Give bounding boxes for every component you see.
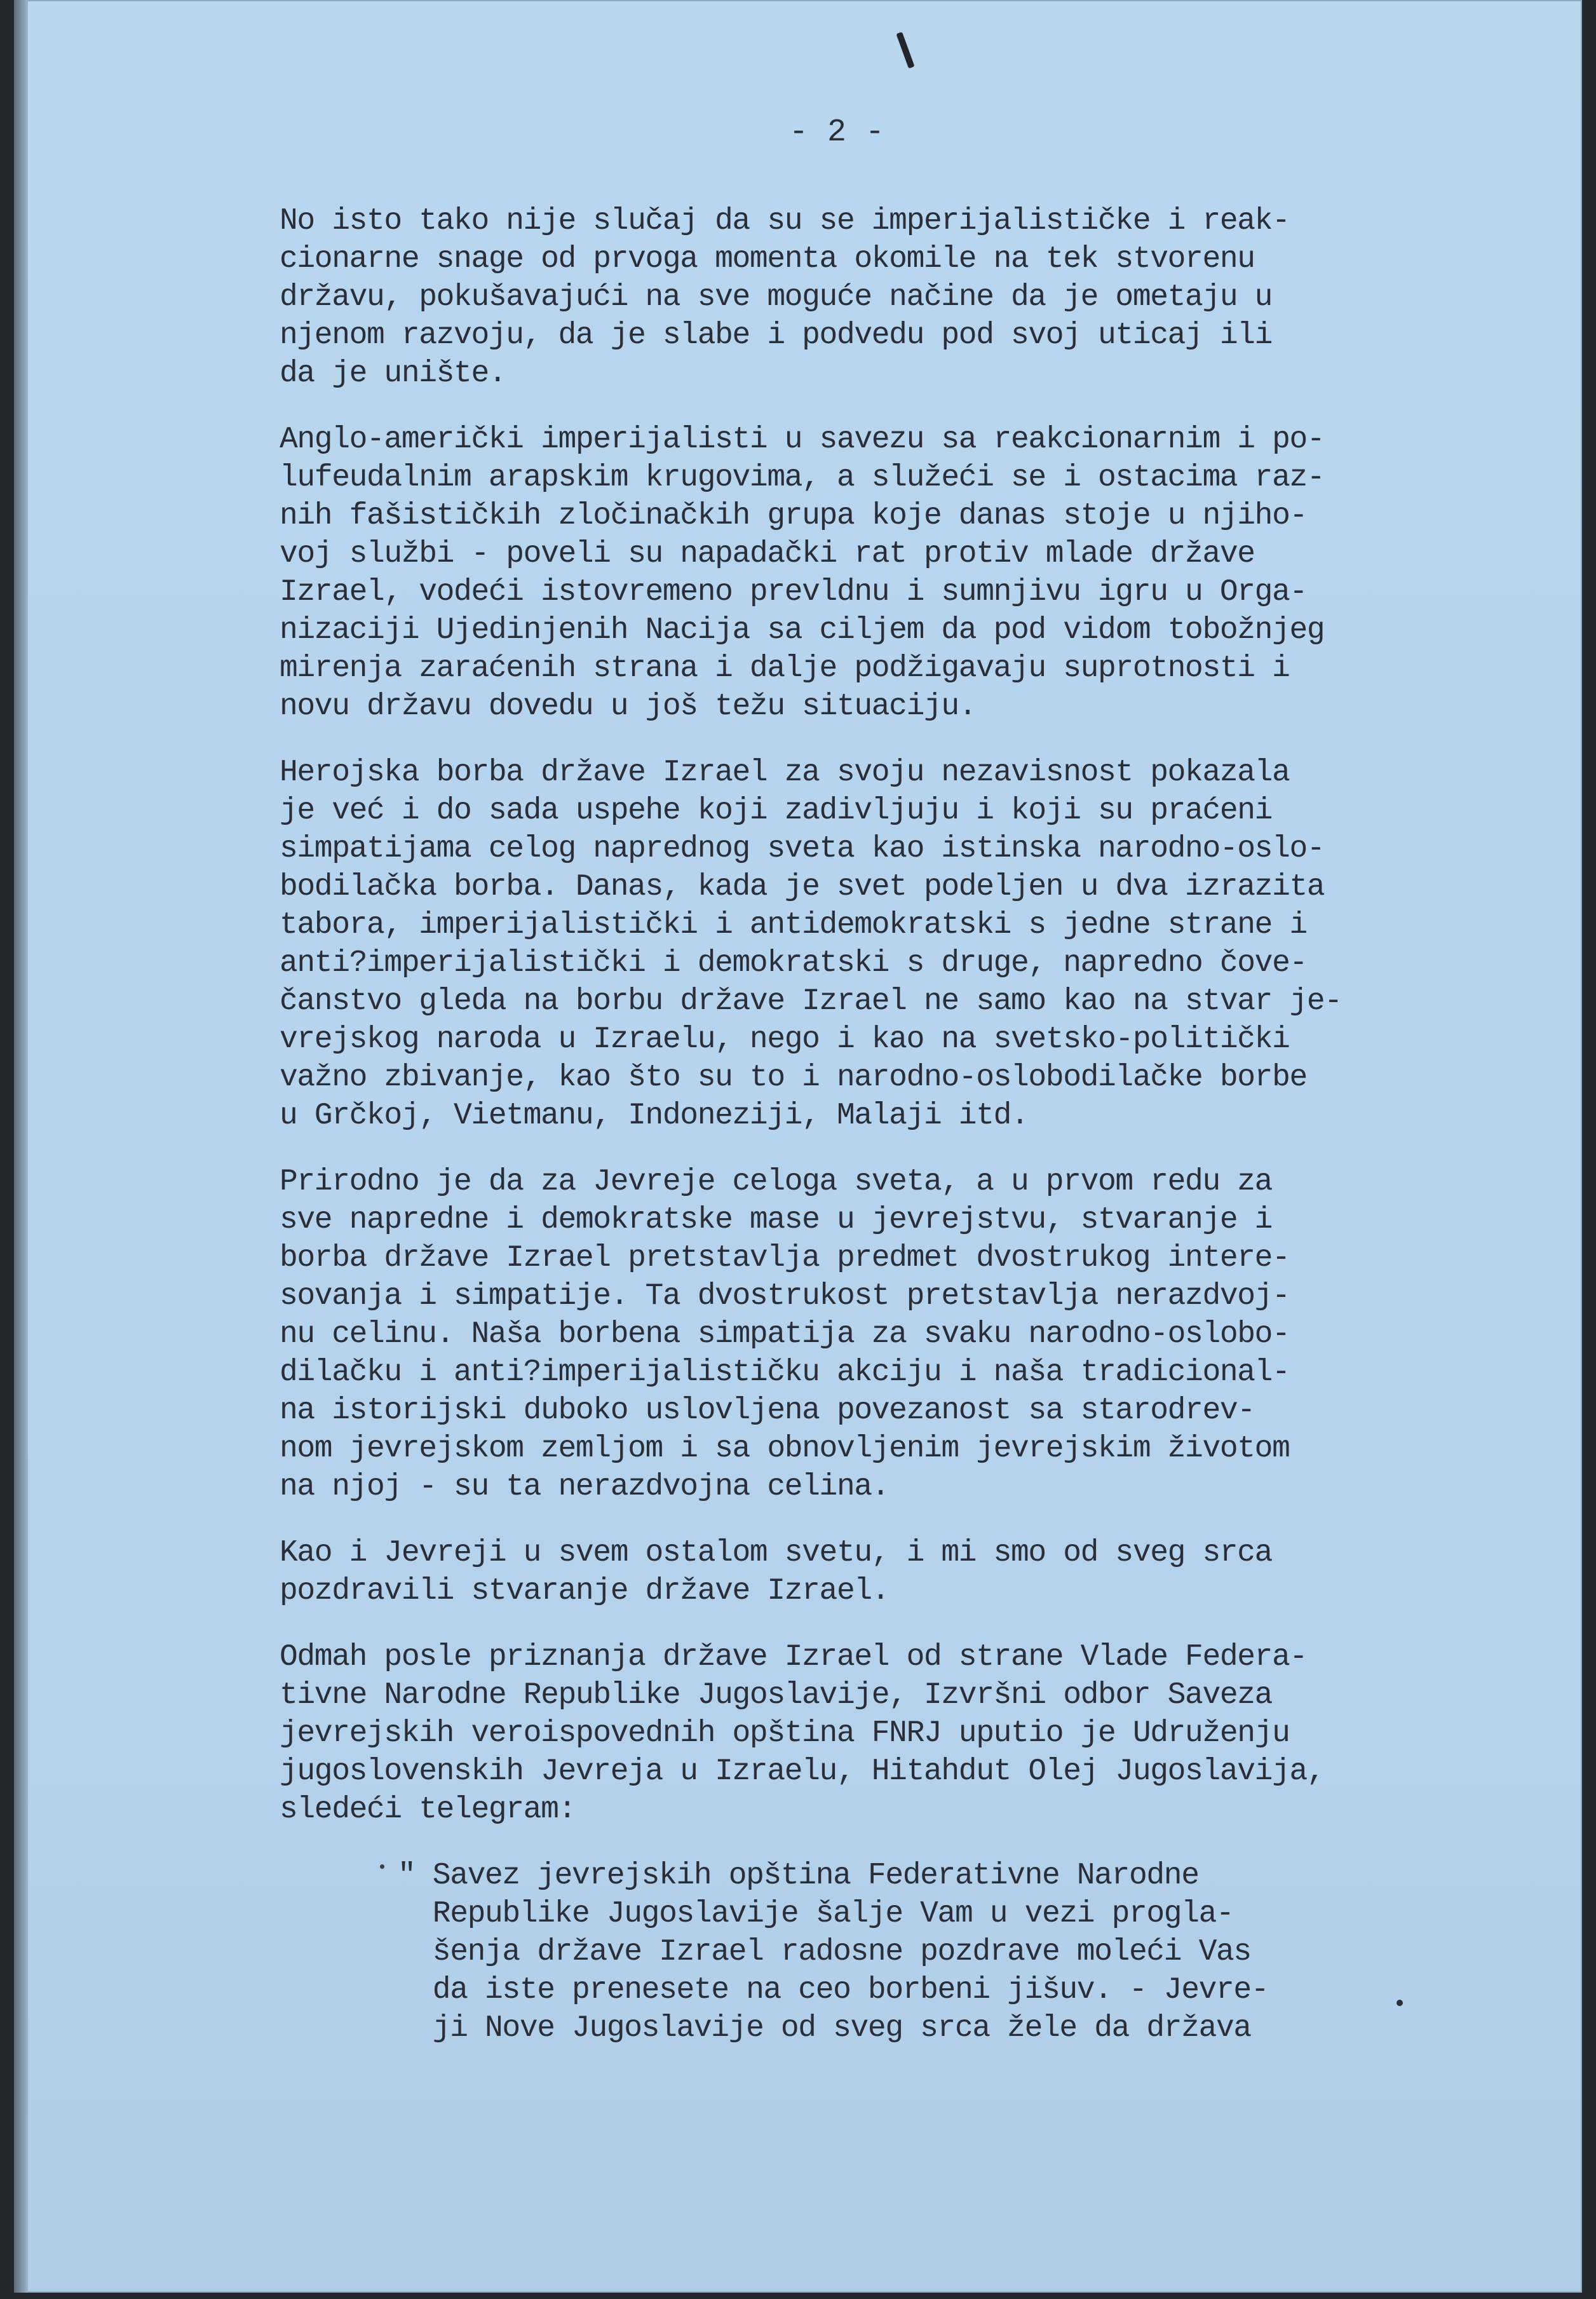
page-number: - 2 - [789,114,885,151]
text-line: bodilačka borba. Danas, kada je svet podeljen u dva izrazita [280,870,1325,904]
text-line: vrejskog naroda u Izraelu, nego i kao na svetsko-politički [280,1022,1290,1057]
text-line: važno zbivanje, kao što su to i narodno-oslobodilačke borbe [280,1061,1307,1095]
text-line: No isto tako nije slučaj da su se imperijalističke i reak- [280,204,1290,238]
text-line: u Grčkoj, Vietmanu, Indoneziji, Malaji itd. [280,1099,1029,1133]
text-line: nu celinu. Naša borbena simpatija za svaku narodno-oslobo- [280,1317,1290,1352]
text-line: sledeći telegram: [280,1793,576,1827]
text-line: na istorijski duboko uslovljena povezanost sa starodrev- [280,1394,1255,1428]
text-line: državu, pokušavajući na sve moguće načine da je ometaju u [280,280,1273,315]
text-line: simpatijama celog naprednog sveta kao istinska narodno-oslo- [280,832,1325,866]
text-line: da je unište. [280,356,506,391]
text-line: cionarne snage od prvoga momenta okomile na tek stvorenu [280,242,1255,276]
quote-line: ji Nove Jugoslavije od sveg srca žele da država [398,2011,1251,2045]
paragraph-4 [280,1163,1455,1506]
text-line: nih fašističkih zločinačkih grupa koje danas stoje u njiho- [280,499,1307,533]
quote-line: šenja države Izrael radosne pozdrave moleći Vas [398,1935,1251,1969]
text-line: Kao i Jevreji u svem ostalom svetu, i mi smo od sveg srca [280,1536,1273,1570]
text-line: tivne Narodne Republike Jugoslavije, Izvršni odbor Saveza [280,1678,1273,1712]
text-line: nizaciji Ujedinjenih Nacija sa ciljem da pod vidom tobožnjeg [280,613,1325,648]
text-line: Odmah posle priznanja države Izrael od strane Vlade Federa- [280,1640,1307,1674]
quote-line: " Savez jevrejskih opština Federativne Narodne [398,1859,1199,1893]
quote-line: Republike Jugoslavije šalje Vam u vezi progla- [398,1897,1234,1931]
text-line: jevrejskih veroispovednih opština FNRJ uputio je Udruženju [280,1716,1290,1751]
paragraph-3 [280,754,1455,1135]
text-line: anti?imperijalistički i demokratski s druge, napredno čove- [280,946,1307,980]
text-line: sovanja i simpatije. Ta dvostrukost pretstavlja nerazdvoj- [280,1279,1290,1313]
text-line: voj službi - poveli su napadački rat protiv mlade države [280,537,1255,571]
text-line: pozdravili stvaranje države Izrael. [280,1574,889,1608]
ink-mark [896,32,914,69]
paragraph-5 [280,1534,1455,1610]
text-line: borba države Izrael pretstavlja predmet dvostrukog intere- [280,1241,1290,1275]
text-line: jugoslovenskih Jevreja u Izraelu, Hitahdut Olej Jugoslavija, [280,1754,1325,1789]
text-line: lufeudalnim arapskim krugovima, a služeći se i ostacima raz- [280,461,1325,495]
text-line: Anglo-američki imperijalisti u savezu sa reakcionarnim i po- [280,423,1325,457]
quote-line: da iste prenesete na ceo borbeni jišuv. - Jevre- [398,1973,1269,2007]
text-line: Izrael, vodeći istovremeno prevldnu i sumnjivu igru u Orga- [280,575,1307,609]
text-line: tabora, imperijalistički i antidemokratski s jedne strane i [280,908,1307,942]
document-body [280,202,1455,2075]
paragraph-6 [280,1638,1455,1829]
document-page [14,0,1582,2293]
paragraph-2 [280,421,1455,726]
text-line: na njoj - su ta nerazdvojna celina. [280,1470,889,1504]
text-line: je već i do sada uspehe koji zadivljuju i koji su praćeni [280,794,1273,828]
text-line: mirenja zaraćenih strana i dalje podžigavaju suprotnosti i [280,651,1290,686]
text-line: nom jevrejskom zemljom i sa obnovljenim jevrejskim životom [280,1432,1290,1466]
text-line: Prirodno je da za Jevreje celoga sveta, a u prvom redu za [280,1165,1273,1199]
text-line: njenom razvoju, da je slabe i podvedu pod svoj uticaj ili [280,318,1273,353]
text-line: Herojska borba države Izrael za svoju nezavisnost pokazala [280,756,1290,790]
ink-dot [1396,2000,1403,2006]
ink-dot [380,1864,384,1869]
text-line: dilačku i anti?imperijalističku akciju i naša tradicional- [280,1355,1290,1390]
text-line: čanstvo gleda na borbu države Izrael ne samo kao na stvar je- [280,984,1342,1019]
telegram-quote [398,1857,1455,2047]
text-line: novu državu dovedu u još težu situaciju. [280,689,977,724]
text-line: sve napredne i demokratske mase u jevrejstvu, stvaranje i [280,1203,1273,1237]
paragraph-1 [280,202,1455,393]
